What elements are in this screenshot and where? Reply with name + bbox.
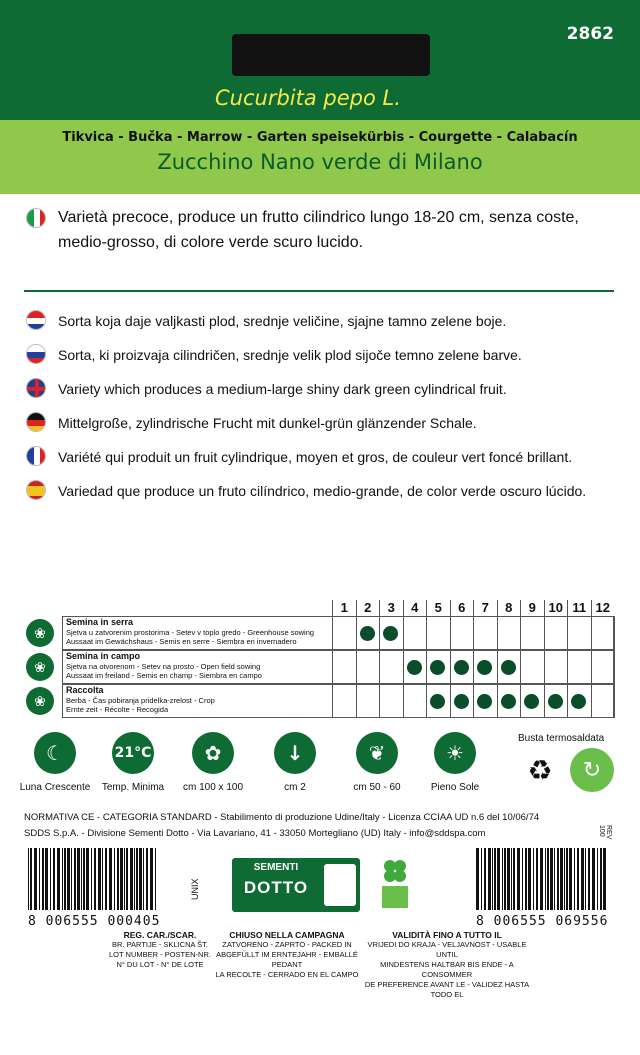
barcode-bar	[45, 848, 48, 910]
barcode-bar	[492, 848, 493, 910]
closed-title: CHIUSO NELLA CAMPAGNA	[229, 930, 345, 940]
barcode-bar	[603, 848, 606, 910]
month-header: 4	[403, 600, 427, 616]
calendar-dot	[430, 660, 445, 675]
barcode-bar	[30, 848, 32, 910]
info-icon-label: cm 100 x 100	[182, 782, 244, 793]
barcode-right	[476, 848, 607, 910]
sowing-calendar	[22, 600, 618, 720]
barcode-bar	[74, 848, 76, 910]
barcode-bar	[83, 848, 85, 910]
barcode-bar	[566, 848, 568, 910]
unix-label: UNIX	[190, 878, 200, 900]
grid-line	[332, 616, 333, 650]
info-icon-label: Luna Crescente	[19, 782, 91, 793]
barcode-bar	[533, 848, 534, 910]
grid-line	[544, 684, 545, 718]
barcode-bar	[547, 848, 549, 910]
description-si: Sorta, ki proizvaja cilindričen, srednje velik plod sijoče temno zelene barve.	[58, 347, 522, 363]
grid-line	[426, 650, 427, 684]
grid-line	[473, 650, 474, 684]
header-window	[232, 34, 430, 76]
description-it: Varietà precoce, produce un frutto cilindrico lungo 18-20 cm, senza coste, medio-grosso, di colore verde scuro lucido.	[58, 209, 579, 251]
barcode-bar	[39, 848, 40, 910]
info-icon-label: cm 50 - 60	[353, 782, 401, 793]
grid-line	[356, 650, 357, 684]
barcode-bar	[528, 848, 531, 910]
grid-line	[544, 650, 545, 684]
grid-line	[520, 650, 521, 684]
barcode-bar	[124, 848, 125, 910]
grid-line	[379, 684, 380, 718]
barcode-bar	[109, 848, 112, 910]
plant-spacing-icon: ✿	[192, 732, 234, 774]
legal-line-2: SDDS S.p.A. - Divisione Sementi Dotto - Via Lavariano, 41 - 33050 Mortegliano (UD) Italy - info@sddspa.com	[24, 828, 486, 839]
info-icon-label: Temp. Minima	[101, 782, 165, 793]
calendar-row-title: Semina in serra	[66, 617, 134, 627]
barcode-bar	[574, 848, 575, 910]
valid-until-block	[362, 930, 532, 1000]
grid-line	[520, 684, 521, 718]
grid-line	[591, 650, 592, 684]
grid-line	[473, 616, 474, 650]
barcode-bar	[139, 848, 142, 910]
clover-icon	[378, 856, 412, 912]
slovenia-flag-icon	[26, 344, 46, 364]
valid-line: MINDESTENS HALTBAR BIS ENDE - A CONSOMMER	[380, 960, 514, 979]
barcode-bar	[504, 848, 506, 910]
barcode-bar	[102, 848, 103, 910]
description-fr: Variété qui produit un fruit cylindrique, moyen et gros, de couleur vert foncé brillant.	[58, 449, 573, 465]
reg-line: BR. PARTIJE - SKLICNA ŠT.	[112, 940, 208, 949]
calendar-row-title: Raccolta	[66, 685, 104, 695]
month-header: 1	[332, 600, 356, 616]
barcode-bar	[557, 848, 559, 910]
month-header: 5	[426, 600, 450, 616]
barcode-bar	[577, 848, 579, 910]
closed-line: ABGEFÜLLT IM ERNTEJAHR - EMBALLÉ PEDANT	[216, 950, 358, 969]
grid-line	[356, 684, 357, 718]
barcode-bar	[507, 848, 510, 910]
month-header: 10	[544, 600, 568, 616]
calendar-dot	[501, 694, 516, 709]
barcode-bar	[554, 848, 555, 910]
description-es: Variedad que produce un fruto cilíndrico, medio-grande, de color verde oscuro lúcido.	[58, 483, 587, 499]
barcode-bar	[126, 848, 128, 910]
mascot-icon	[324, 864, 356, 906]
info-icon-label: Pieno Sole	[430, 782, 480, 793]
barcode-bar	[476, 848, 479, 910]
barcode-right-number: 8 006555 069556	[476, 914, 609, 929]
month-header: 2	[356, 600, 380, 616]
barcode-bar	[114, 848, 115, 910]
barcode-bar	[50, 848, 51, 910]
barcode-bar	[136, 848, 138, 910]
barcode-bar	[86, 848, 89, 910]
grid-line	[379, 650, 380, 684]
month-header: 3	[379, 600, 403, 616]
barcode-bar	[28, 848, 29, 910]
france-flag-icon	[26, 446, 46, 466]
calendar-dot	[477, 694, 492, 709]
calendar-dot	[454, 660, 469, 675]
barcode-bar	[536, 848, 538, 910]
calendar-dot	[430, 694, 445, 709]
barcode-bar	[588, 848, 590, 910]
barcode-bar	[105, 848, 107, 910]
barcode-bar	[91, 848, 92, 910]
grid-line	[450, 650, 451, 684]
barcode-bar	[550, 848, 553, 910]
calendar-dot	[477, 660, 492, 675]
barcode-bar	[497, 848, 500, 910]
barcode-bar	[57, 848, 60, 910]
croatia-flag-icon	[26, 310, 46, 330]
reg-line: LOT NUMBER - POSTEN-NR.	[109, 950, 211, 959]
revision: REV 100	[598, 825, 612, 840]
product-code: 2862	[566, 24, 614, 44]
grid-line	[520, 616, 521, 650]
field-icon: ❀	[26, 653, 54, 681]
calendar-row-line: Aussaat im freiland - Semis en champ - Siembra en campo	[66, 671, 262, 680]
sowing-depth-icon: ↓	[274, 732, 316, 774]
grid-line	[567, 616, 568, 650]
barcode-bar	[540, 848, 543, 910]
barcode-bar	[581, 848, 584, 910]
common-names: Tikvica - Bučka - Marrow - Garten speisekürbis - Courgette - Calabacín	[62, 130, 578, 145]
month-header: 8	[497, 600, 521, 616]
grid-line	[497, 650, 498, 684]
barcode-bar	[71, 848, 72, 910]
month-header: 7	[473, 600, 497, 616]
barcode-bar	[569, 848, 572, 910]
calendar-row-line: Ernte zeit - Récolte - Recogida	[66, 705, 169, 714]
barcode-bar	[42, 848, 44, 910]
grid-line	[614, 616, 615, 650]
calendar-dot	[571, 694, 586, 709]
grid-line	[591, 616, 592, 650]
legal-text	[24, 810, 539, 842]
barcode-bar	[62, 848, 63, 910]
barcode-bar	[513, 848, 515, 910]
calendar-row-line: Aussaat im Gewächshaus - Semis en serre - Siembra en invernadero	[66, 637, 297, 646]
barcode-bar	[34, 848, 37, 910]
harvest-icon: ❀	[26, 687, 54, 715]
barcode-bar	[120, 848, 123, 910]
grid-line	[450, 616, 451, 650]
month-header: 11	[567, 600, 591, 616]
barcode-bar	[146, 848, 148, 910]
barcode-bar	[545, 848, 546, 910]
crescent-moon-icon: ☾	[34, 732, 76, 774]
barcode-bar	[143, 848, 144, 910]
calendar-row-line: Berba - Čas pobiranja pridelka-zrelost - Crop	[66, 696, 215, 705]
month-header: 6	[450, 600, 474, 616]
barcode-bar	[522, 848, 523, 910]
grid-line	[332, 684, 333, 718]
barcode-bar	[53, 848, 55, 910]
grid-line	[403, 650, 404, 684]
full-sun-icon: ☀	[434, 732, 476, 774]
grid-line	[544, 616, 545, 650]
calendar-dot	[383, 626, 398, 641]
calendar-dot	[407, 660, 422, 675]
calendar-row-title: Semina in campo	[66, 651, 141, 661]
grid-line	[379, 616, 380, 650]
barcode-bar	[77, 848, 80, 910]
closed-line: LA RECOLTE - CERRADO EN EL CAMPO	[215, 970, 359, 979]
plant-height-icon: ❦	[356, 732, 398, 774]
barcode-bar	[117, 848, 119, 910]
barcode-bar	[585, 848, 586, 910]
valid-title: VALIDITÀ FINO A TUTTO IL	[392, 930, 502, 940]
grid-line	[614, 650, 615, 684]
barcode-bar	[64, 848, 66, 910]
valid-line: DE PREFERENCE AVANT LE - VALIDEZ HASTA TODO EL	[364, 980, 530, 999]
grid-line	[356, 616, 357, 650]
barcode-bar	[488, 848, 491, 910]
barcode-left-number: 8 006555 000405	[28, 914, 161, 929]
product-title: Zucchino Nano verde di Milano	[157, 150, 483, 174]
barcode-bar	[525, 848, 527, 910]
spain-flag-icon	[26, 480, 46, 500]
calendar-row-line: Sjetva u zatvorenim prostorima - Setev v toplo gredo - Greenhouse sowing	[66, 628, 315, 637]
calendar-row-line: Sjetva na otvorenom - Setev na prosto - Open field sowing	[66, 662, 261, 671]
barcode-bar	[484, 848, 486, 910]
calendar-dot	[548, 694, 563, 709]
calendar-dot	[524, 694, 539, 709]
lot-number-block	[100, 930, 220, 970]
packed-in-block	[212, 930, 362, 980]
barcode-bar	[134, 848, 135, 910]
barcode-bar	[564, 848, 565, 910]
sementi-dotto-logo	[232, 858, 360, 912]
calendar-dot	[454, 694, 469, 709]
waste-bin-icon: ♻	[527, 755, 553, 786]
legal-line-1: NORMATIVA CE - CATEGORIA STANDARD - Stabilimento di produzione Udine/Italy - Licenza CCIAA UD n.6 del 10/06/74	[24, 812, 540, 823]
latin-name: Cucurbita pepo L.	[215, 86, 401, 110]
grid-line	[450, 684, 451, 718]
logo-line-2: DOTTO	[243, 878, 309, 897]
reg-title: REG. CAR./SCAR.	[123, 930, 197, 940]
barcode-bar	[155, 848, 156, 910]
grid-line	[332, 650, 333, 684]
grid-line	[403, 684, 404, 718]
grid-line	[614, 684, 615, 718]
barcode-bar	[511, 848, 512, 910]
grid-line	[567, 650, 568, 684]
reg-line: N° DU LOT - N° DE LOTE	[116, 960, 204, 969]
calendar-dot	[360, 626, 375, 641]
barcode-bar	[600, 848, 602, 910]
grid-line	[591, 684, 592, 718]
barcode-bar	[597, 848, 598, 910]
calendar-row-subtitle	[66, 628, 336, 646]
barcode-bar	[81, 848, 82, 910]
barcode-bar	[98, 848, 101, 910]
uk-flag-icon	[26, 378, 46, 398]
grid-line	[426, 684, 427, 718]
grid-line	[473, 684, 474, 718]
temperature-icon: 21°C	[112, 732, 154, 774]
barcode-bar	[494, 848, 496, 910]
month-header: 9	[520, 600, 544, 616]
info-icon-label: cm 2	[284, 782, 306, 793]
germany-flag-icon	[26, 412, 46, 432]
barcode-bar	[67, 848, 70, 910]
italy-flag-icon	[26, 208, 46, 228]
divider	[24, 290, 614, 292]
grid-line	[497, 684, 498, 718]
logo-line-1: SEMENTI	[253, 862, 299, 873]
barcode-left	[28, 848, 157, 910]
barcode-bar	[150, 848, 153, 910]
valid-line: VRIJEDI DO KRAJA - VELJAVNOST - USABLE UNTIL	[367, 940, 527, 959]
barcode-bar	[130, 848, 133, 910]
packaging-label: Busta termosaldata	[518, 733, 605, 744]
barcode-bar	[592, 848, 595, 910]
barcode-bar	[517, 848, 520, 910]
closed-line: ZATVORENO - ZAPRTO - PACKED IN	[222, 940, 352, 949]
description-en: Variety which produces a medium-large shiny dark green cylindrical fruit.	[58, 381, 507, 397]
barcode-bar	[502, 848, 503, 910]
grid-line	[497, 616, 498, 650]
barcode-bar	[560, 848, 563, 910]
grid-line	[426, 616, 427, 650]
recycle-icon: ↻	[570, 748, 614, 792]
calendar-row-subtitle	[66, 696, 336, 714]
description-hr: Sorta koja daje valjkasti plod, srednje veličine, sjajne tamno zelene boje.	[58, 313, 507, 329]
grid-line	[567, 684, 568, 718]
grid-line	[403, 616, 404, 650]
calendar-row-subtitle	[66, 662, 336, 680]
barcode-bar	[94, 848, 96, 910]
description-de: Mittelgroße, zylindrische Frucht mit dunkel-grün glänzender Schale.	[58, 415, 477, 431]
greenhouse-icon: ❀	[26, 619, 54, 647]
month-header: 12	[591, 600, 615, 616]
barcode-bar	[481, 848, 482, 910]
calendar-dot	[501, 660, 516, 675]
